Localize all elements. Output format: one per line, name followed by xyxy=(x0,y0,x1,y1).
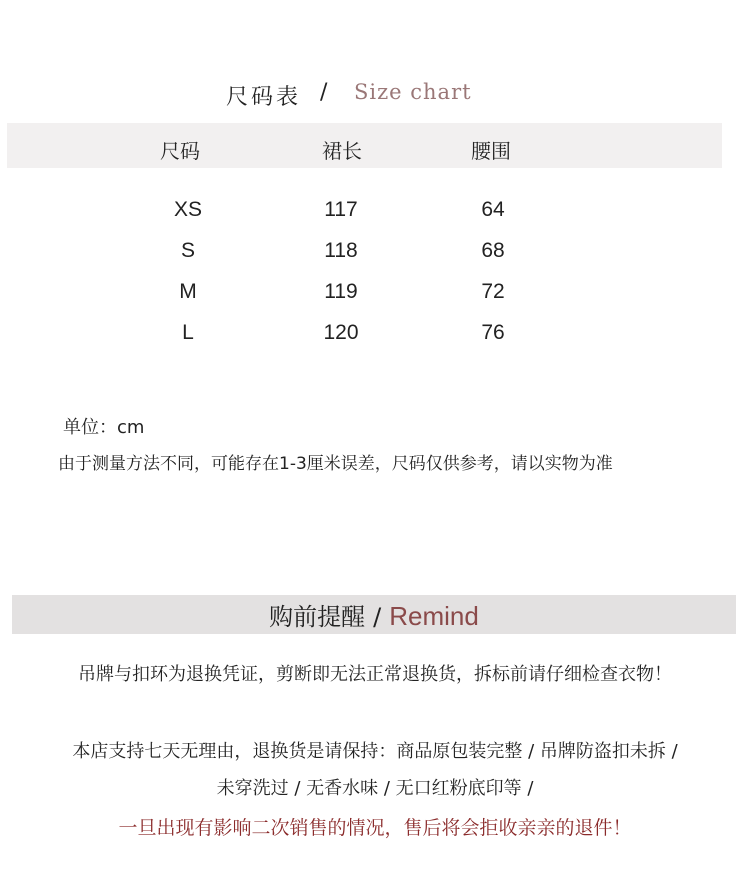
unit-note: 单位：cm xyxy=(63,417,145,438)
cell-waist: 72 xyxy=(481,280,505,303)
cell-waist: 68 xyxy=(481,239,505,262)
size-chart-title xyxy=(0,78,750,110)
cell-length: 120 xyxy=(323,321,359,344)
size-table-header xyxy=(7,123,722,168)
remind-title xyxy=(12,597,736,632)
cell-waist: 76 xyxy=(481,321,505,344)
remind-title-en: Remind xyxy=(389,601,479,631)
cell-waist: 64 xyxy=(481,198,505,221)
remind-title-cn: 购前提醒 xyxy=(269,603,366,631)
table-row xyxy=(0,321,750,351)
table-row xyxy=(0,239,750,269)
column-header-waist: 腰围 xyxy=(471,139,511,163)
tag-warning-text: 吊牌与扣环为退换凭证，剪断即无法正常退换货，拆标前请仔细检查衣物！ xyxy=(78,664,672,685)
cell-size: XS xyxy=(173,198,203,221)
cell-size: S xyxy=(180,239,196,262)
cell-size: M xyxy=(179,280,197,303)
cell-length: 119 xyxy=(324,280,358,303)
cell-size: L xyxy=(182,321,194,344)
rejection-warning-text: 一旦出现有影响二次销售的情况，售后将会拒收亲亲的退件！ xyxy=(118,817,632,839)
return-policy-text: 本店支持七天无理由，退换货是请保持：商品原包装完整 / 吊牌防盗扣未拆 / xyxy=(72,741,678,762)
column-header-size: 尺码 xyxy=(160,139,200,163)
cell-length: 118 xyxy=(324,239,358,262)
remind-separator: / xyxy=(373,603,382,631)
remind-title-bar xyxy=(12,595,736,634)
size-chart-title-en: Size chart xyxy=(354,80,472,104)
measurement-error-note: 由于测量方法不同，可能存在1-3厘米误差，尺码仅供参考，请以实物为准 xyxy=(58,454,613,474)
cell-length: 117 xyxy=(324,198,358,221)
table-row xyxy=(0,280,750,310)
title-separator: / xyxy=(320,80,328,105)
column-header-length: 裙长 xyxy=(322,139,362,163)
return-conditions-text: 未穿洗过 / 无香水味 / 无口红粉底印等 / xyxy=(216,778,534,799)
size-chart-title-cn: 尺码表 xyxy=(226,85,302,110)
table-row xyxy=(0,198,750,228)
